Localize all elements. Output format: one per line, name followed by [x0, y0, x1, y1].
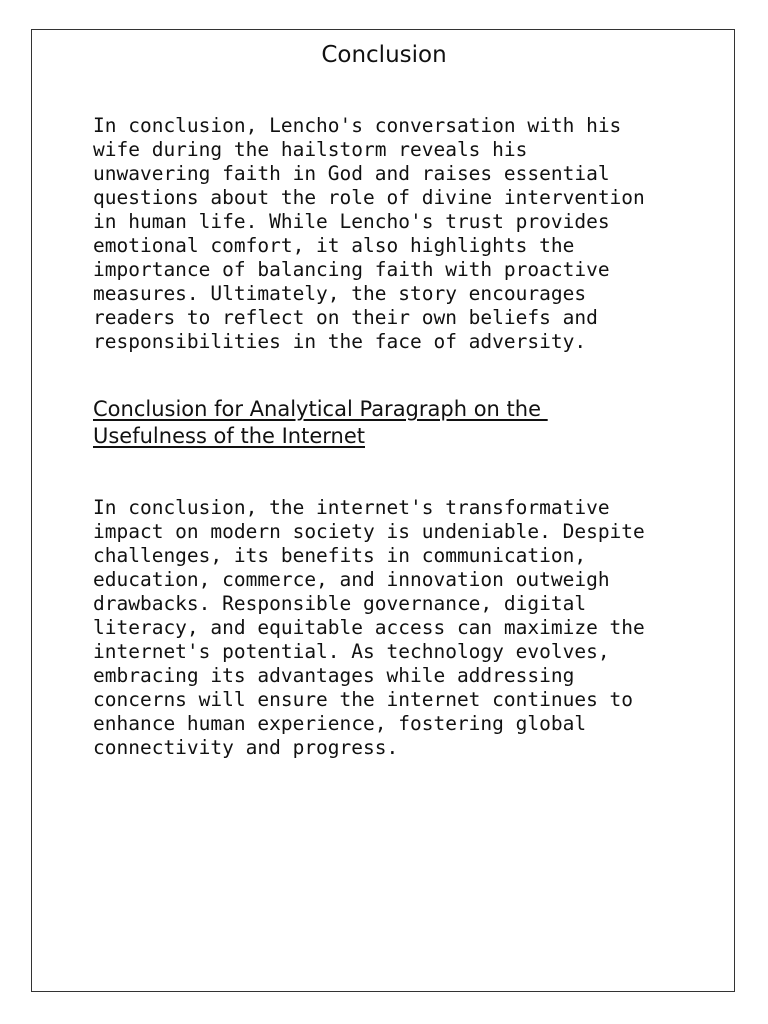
document-page [31, 29, 735, 992]
conclusion-paragraph-internet: In conclusion, the internet's transformative impact on modern society is undeniable. Despite challenges, its benefits in communication, education, commerce, and innovation outweigh drawbacks. Responsible governance, digital literacy, and equitable access can maximize the internet's potential. As technology evolves, embracing its advantages while addressing concerns will ensure the internet continues to enhance human experience, fostering global connectivity and progress. [93, 496, 645, 759]
section-heading-internet: Conclusion for Analytical Paragraph on the Usefulness of the Internet [93, 397, 542, 448]
conclusion-paragraph-lencho: In conclusion, Lencho's conversation with his wife during the hailstorm reveals his unwavering faith in God and raises essential questions about the role of divine intervention in human life. While Lencho's trust provides emotional comfort, it also highlights the importance of balancing faith with proactive measures. Ultimately, the story encourages readers to reflect on their own beliefs and responsibilities in the face of adversity. [93, 114, 645, 353]
page-title: Conclusion [321, 42, 447, 68]
